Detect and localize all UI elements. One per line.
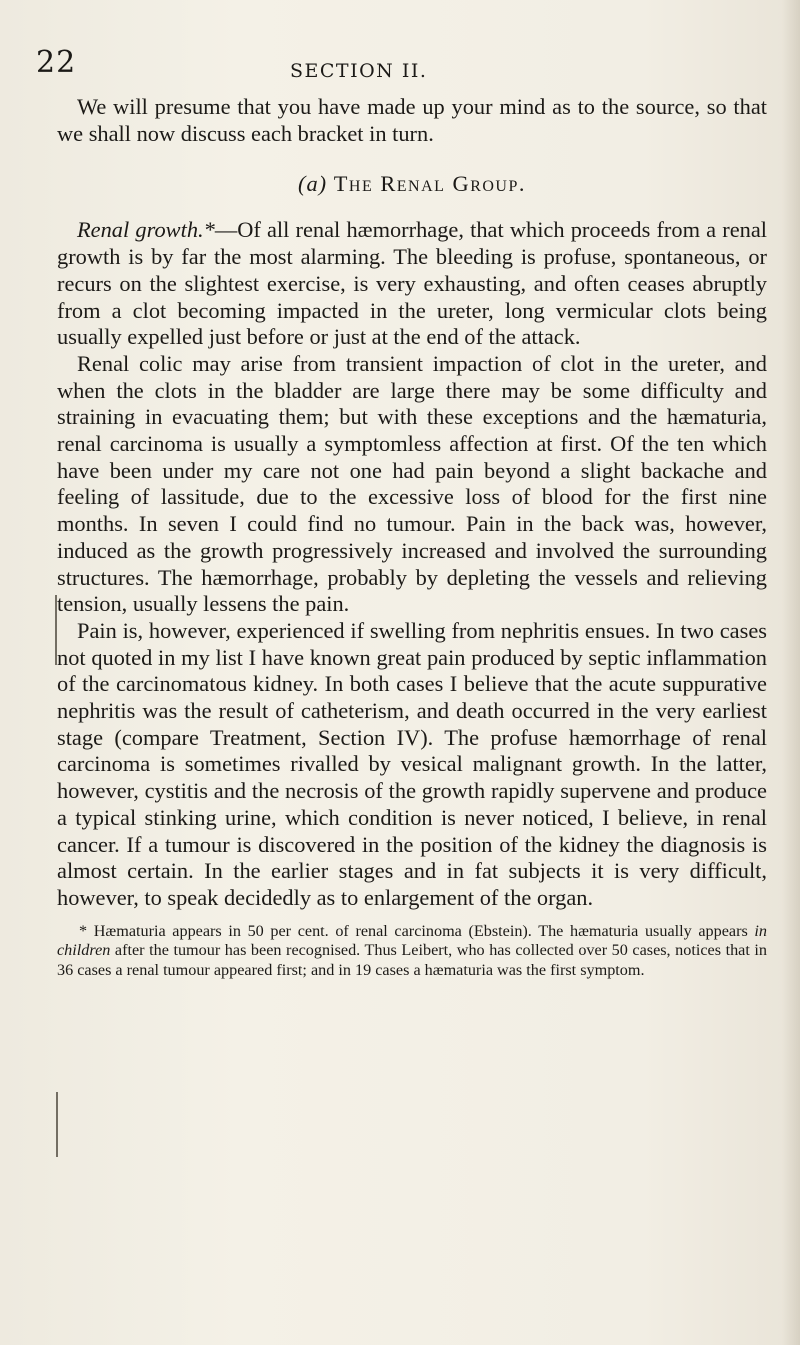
page-edge-shadow (782, 0, 800, 1345)
intro-paragraph: We will presume that you have made up your mind as to the source, so that we shall now discuss each bracket in turn. (57, 94, 767, 146)
section-subheading (57, 171, 767, 197)
footnote (57, 922, 767, 981)
body-text (57, 94, 767, 980)
paragraph-pain: Pain is, however, experienced if swelling from nephritis ensues. In two cases not quoted in my list I have known great pain produced by septic inflammation of the carcinomatous kidney. In both cases I believe that the acute suppurative nephritis was the result of catheterism, and death occurred in the very earliest stage (compare Treatment, Section IV). The profuse hæmorrhage of renal carcinoma is sometimes rivalled by vesical malignant growth. In the latter, however, cystitis and the necrosis of the growth rapidly supervene and produce a typical stinking urine, which condition is never noticed, I believe, in renal cancer. If a tumour is discovered in the position of the kidney the diagnosis is almost certain. In the earlier stages and in fat subjects it is very difficult, however, to speak decidedly as to enlargement of the organ. (57, 617, 767, 910)
footnote-text-cont: after the tumour has been recognised. Thus Leibert, who has collected over 50 cases, notices that in 36 cases a renal tumour appeared first; and in 19 cases a hæmaturia was the first symptom. (57, 941, 767, 979)
subheading-title: The Renal Group. (333, 171, 526, 197)
paragraph-renal-colic: Renal colic may arise from transient impaction of clot in the ureter, and when the clots in the bladder are large there may be some difficulty and straining in evacuating them; but with these exceptions and the hæmaturia, renal carcinoma is usually a symptomless affection at first. Of the ten which have been under my care not one had pain beyond a slight backache and feeling of lassitude, due to the excessive loss of blood for the first nine months. In seven I could find no tumour. Pain in the back was, however, induced as the growth progressively increased and involved the surrounding structures. The hæmorrhage, probably by depleting the vessels and relieving tension, usually lessens the pain. (57, 350, 767, 617)
paragraph-lead-term: Renal growth.* (77, 217, 215, 243)
footnote-mark: * (79, 921, 88, 940)
running-head: SECTION II. (290, 60, 428, 82)
subheading-letter: (a) (298, 171, 328, 197)
footnote-italic-text: in children (57, 921, 768, 960)
margin-pencil-mark (56, 1092, 58, 1157)
page-number: 22 (36, 45, 77, 80)
footnote-text: Hæmaturia appears in 50 per cent. of renal carcinoma (Ebstein). The hæmaturia usually appears (93, 921, 748, 940)
paragraph-text: —Of all renal hæmorrhage, that which proceeds from a renal growth is by far the most alarming. The bleeding is profuse, spontaneous, or recurs on the slightest exercise, is very exhausting, and often ceases abruptly from a clot becoming impacted in the ureter, long vermicular clots being usually expelled just before or just at the end of the attack. (57, 217, 767, 350)
paragraph-renal-growth (57, 217, 767, 351)
